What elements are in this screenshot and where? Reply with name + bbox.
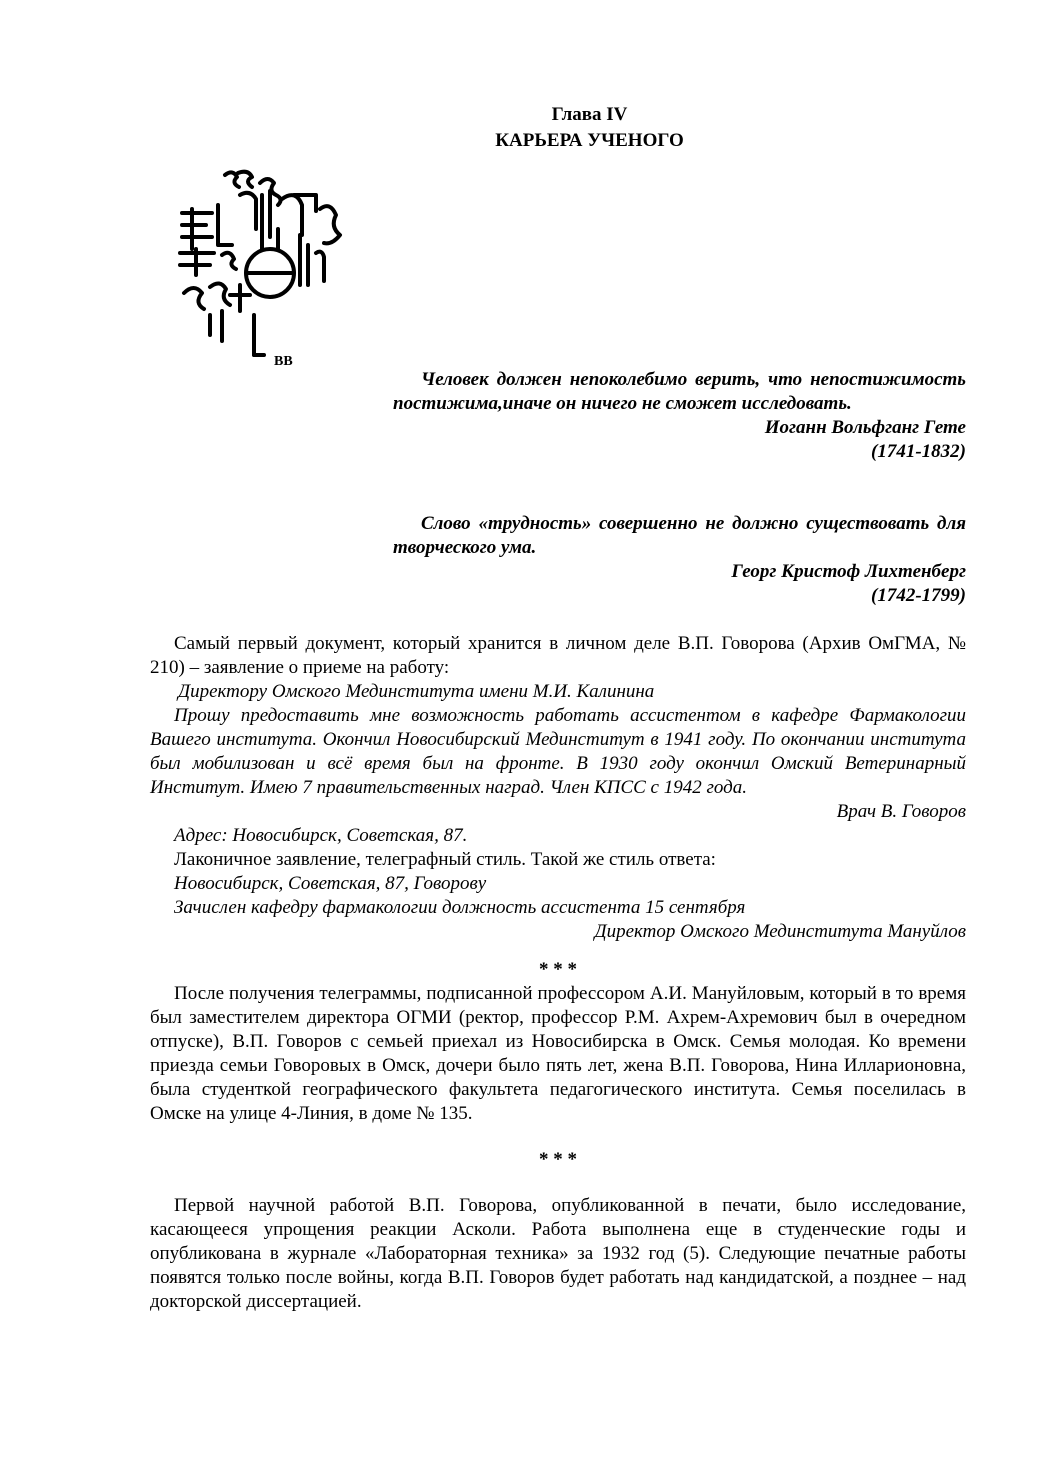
chapter-heading	[0, 102, 1039, 154]
epigraph-quote: Слово «трудность» совершенно не должно существовать для творческого ума.	[393, 513, 966, 558]
epigraph-years: (1741-1832)	[871, 441, 966, 462]
emblem-monogram: ВВ	[274, 354, 293, 369]
comment-line: Лаконичное заявление, телеграфный стиль. Такой же стиль ответа:	[174, 849, 716, 870]
letter-addressee: Директору Омского Мединститута имени М.И. Калинина	[178, 681, 655, 702]
paragraph-arrival: После получения телеграммы, подписанной профессором А.И. Мануйловым, который в то время был заместителем директора ОГМИ (ректор, профессор Р.М. Ахрем-Ахремович был в очередном отпуске), В.П. Говоров с семьей приехал из Новосибирска в Омск. Семья молодая. Ко времени приезда семьи Говоровых в Омск, дочери было пять лет, жена В.П. Говорова, Нина Илларионовна, была студенткой географического факультета педагогического института. Семья поселилась в Омске на улице 4-Линия, в доме № 135.	[150, 983, 966, 1124]
epigraph-years: (1742-1799)	[871, 585, 966, 606]
epigraph-2	[393, 512, 966, 608]
letter-signature: Врач В. Говоров	[836, 801, 966, 822]
epigraph-author: Иоганн Вольфганг Гете	[764, 417, 966, 438]
reply-text: Зачислен кафедру фармакологии должность ассистента 15 сентября	[174, 897, 746, 918]
section-separator: * * *	[539, 959, 577, 980]
chapter-number: Глава IV	[551, 104, 628, 125]
epigraph-author: Георг Кристоф Лихтенберг	[731, 561, 966, 582]
chapter-emblem-illustration	[170, 165, 345, 375]
main-text	[150, 632, 966, 1314]
epigraph-1	[393, 368, 966, 464]
chapter-title: КАРЬЕРА УЧЕНОГО	[495, 130, 684, 151]
letter-address: Адрес: Новосибирск, Советская, 87.	[174, 825, 468, 846]
paragraph-first-work: Первой научной работой В.П. Говорова, опубликованной в печати, было исследование, касающееся упрощения реакции Асколи. Работа выполнена еще в студенческие годы и опубликована в журнале «Лабораторная техника» за 1932 год (5). Следующие печатные работы появятся только после войны, когда В.П. Говоров будет работать над кандидатской, а позднее – над докторской диссертацией.	[150, 1195, 966, 1312]
paragraph-document: Самый первый документ, который хранится в личном деле В.П. Говорова (Архив ОмГМА, № 210) – заявление о приеме на работу:	[150, 633, 966, 678]
reply-addressee: Новосибирск, Советская, 87, Говорову	[174, 873, 487, 894]
letter-text: Прошу предоставить мне возможность работать ассистентом в кафедре Фармакологии Вашего института. Окончил Новосибирский Мединститут в 1941 году. По окончании института был мобилизован и всё время был на фронте. В 1930 году окончил Омский Ветеринарный Институт. Имею 7 правительственных наград. Член КПСС с 1942 года.	[150, 705, 966, 798]
epigraph-quote: Человек должен непоколебимо верить, что непостижимость постижима,иначе он ничего не сможет исследовать.	[393, 369, 966, 414]
section-separator: * * *	[539, 1149, 577, 1170]
reply-signature: Директор Омского Мединститута Мануйлов	[594, 921, 966, 942]
